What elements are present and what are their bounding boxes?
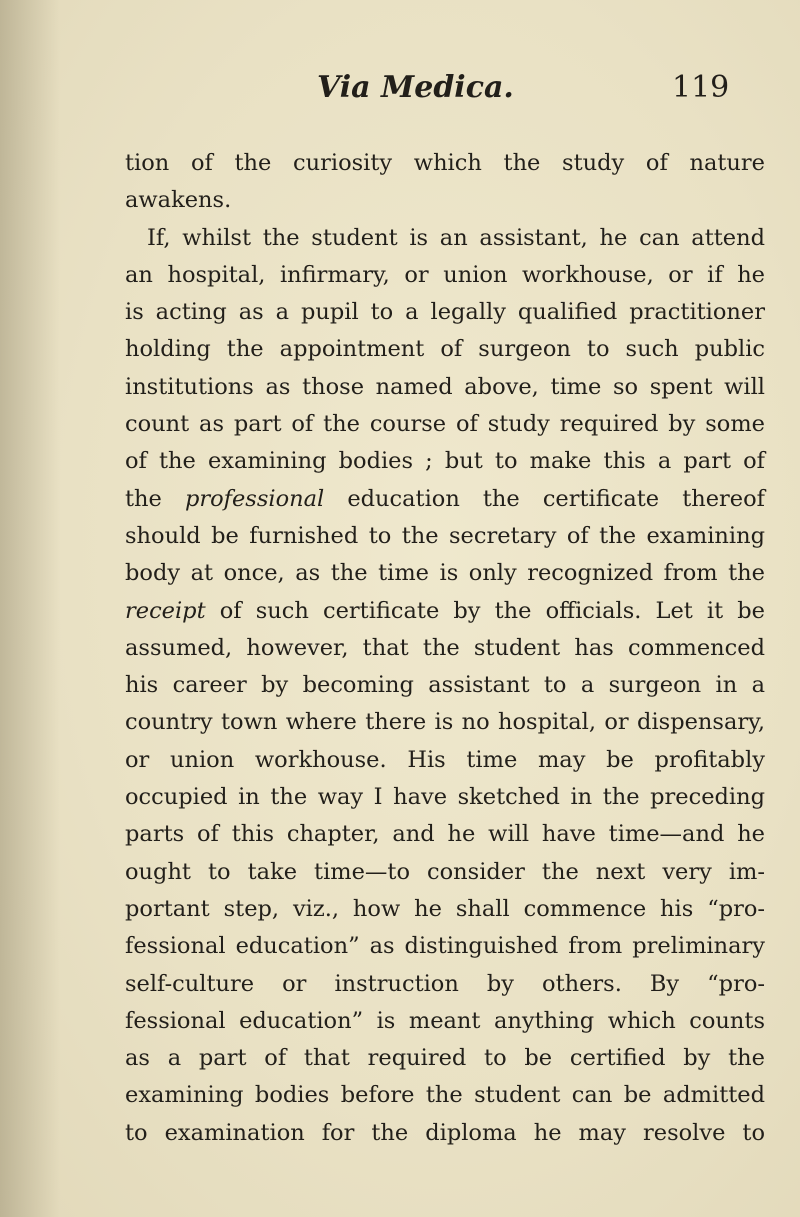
paragraph-start-line: If, whilst the student is an assistant, he can attend [147,224,765,251]
text-line: should be furnished to the secretary of the examining [125,522,765,549]
text-line: assumed, however, that the student has commenced [125,634,765,661]
text-line: occupied in the way I have sketched in the preceding [125,784,765,811]
text-line: holding the appointment of surgeon to such public [125,336,765,363]
text-line: examining bodies before the student can be admitted [125,1082,765,1109]
running-head [0,70,800,118]
text-line: country town where there is no hospital, or dispensary, [125,709,765,736]
text-line: portant step, viz., how he shall commence his “pro- [125,895,765,922]
text-line: is acting as a pupil to a legally qualified practitioner [125,299,765,326]
text-line: fessional education” is meant anything which counts [125,1007,765,1034]
text-line: as a part of that required to be certified by the [125,1045,765,1072]
text-line: or union workhouse. His time may be profitably [125,746,765,773]
text-run: the [125,485,185,512]
text-run: of such certificate by the officials. Let it be [205,597,765,624]
text-line: self-culture or instruction by others. By “pro- [125,970,765,997]
running-head-title: Via Medica. [317,70,514,105]
text-line: parts of this chapter, and he will have time—and he [125,821,765,848]
emphasis-receipt: receipt [125,597,206,624]
text-line-with-emphasis [125,481,765,518]
body-text [125,145,765,1152]
text-line: fessional education” as distinguished from preliminary [125,933,765,960]
text-run: education the certificate thereof [324,485,765,512]
text-line: to examination for the diploma he may resolve to [125,1119,765,1146]
text-line: body at once, as the time is only recognized from the [125,560,765,587]
text-line: ought to take time—to consider the next very im- [125,858,765,885]
text-line: count as part of the course of study required by some [125,411,765,438]
page-number: 119 [672,70,730,105]
text-line: awakens. [125,187,232,214]
page-gutter-shadow [0,0,60,1217]
emphasis-professional: professional [184,485,325,512]
text-line-with-emphasis [125,593,765,630]
text-line: tion of the curiosity which the study of nature [125,150,765,176]
text-line: of the examining bodies ; but to make this a part of [125,448,765,475]
text-line: an hospital, infirmary, or union workhouse, or if he [125,261,765,288]
text-line: institutions as those named above, time so spent will [125,373,765,400]
text-line: his career by becoming assistant to a surgeon in a [125,672,765,699]
